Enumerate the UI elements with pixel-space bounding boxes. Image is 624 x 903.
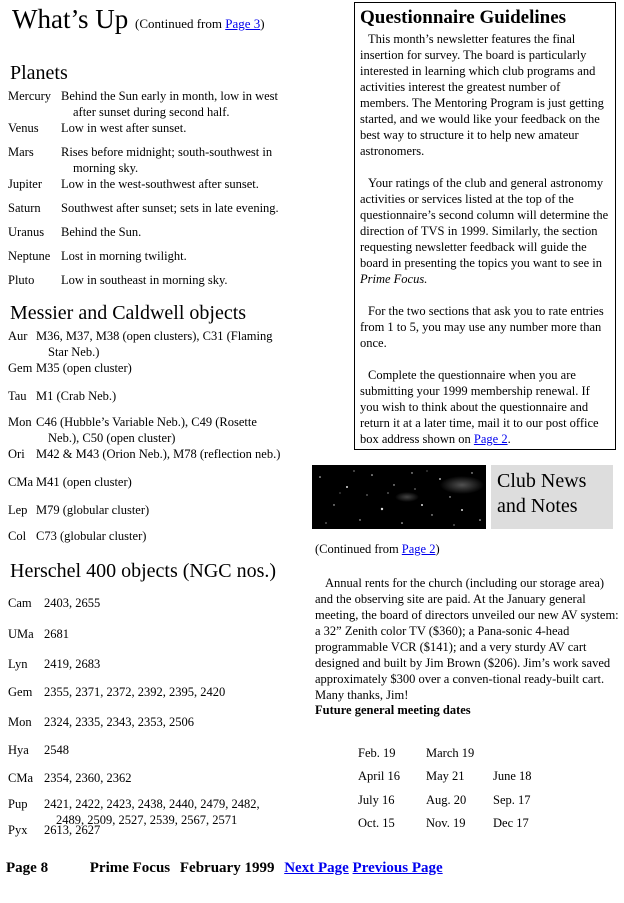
row-value: 2419, 2683	[44, 657, 101, 671]
row-label: Jupiter	[8, 177, 43, 191]
row-label: Hya	[8, 743, 29, 757]
row-value: Lost in morning twilight.	[61, 249, 187, 263]
continued-page-link[interactable]: Page 3	[225, 16, 261, 31]
club-news-heading	[491, 465, 613, 529]
row-label: Cam	[8, 596, 32, 610]
row-label: Saturn	[8, 201, 41, 215]
row-label: Uranus	[8, 225, 45, 239]
questionnaire-paragraph-3: For the two sections that ask you to rate entries from 1 to 5, you may use any number more than once.	[360, 304, 604, 350]
planets-heading: Planets	[10, 62, 68, 84]
row-label: Lep	[8, 503, 28, 517]
row-label: Mon	[8, 415, 32, 429]
questionnaire-paragraph-1: This month’s newsletter features the final insertion for survey. The board is particularly interested in learning which club programs and activities interest the greatest number of members. The Mentoring Program is just getting started, and we would like your feedback on the best way to structure it to help new amateur astronomers.	[360, 32, 604, 158]
row-label: Mon	[8, 715, 32, 729]
row-label: UMa	[8, 627, 34, 641]
row-value: 2489, 2509, 2527, 2539, 2567, 2571	[56, 813, 238, 827]
herschel-heading: Herschel 400 objects (NGC nos.)	[10, 560, 277, 582]
next-page-link[interactable]: Next Page	[284, 860, 349, 876]
row-value: 2324, 2335, 2343, 2353, 2506	[44, 715, 194, 729]
title-text: What’s Up	[12, 4, 129, 34]
row-value: 2354, 2360, 2362	[44, 771, 132, 785]
meeting-date: July 16	[358, 793, 395, 807]
row-value: Low in west after sunset.	[61, 121, 187, 135]
row-value: Behind the Sun early in month, low in west	[61, 89, 278, 103]
club-news-body: Annual rents for the church (including our storage area) and the observing site are paid. At the January general meeting, the board of directors unveiled our new AV system: a 32” Zenith color TV ($360); a Pana-sonic 4-head programmable VCR ($141); and a very sturdy AV cart designed and built by Jim Brown ($206). Jim’s work saved approximately $300 over a conven-tional ready-built cart. Many thanks, Jim!	[315, 576, 619, 702]
page-title	[12, 4, 265, 35]
club-news-line-2: and Notes	[497, 495, 578, 517]
row-value: Low in the west-southwest after sunset.	[61, 177, 259, 191]
continued-note: (Continued from Page 3)	[134, 16, 265, 31]
row-value: Rises before midnight; south-southwest in	[61, 145, 273, 159]
row-label: Neptune	[8, 249, 51, 263]
row-label: Gem	[8, 361, 33, 375]
row-label: Venus	[8, 121, 39, 135]
row-value: Neb.), C50 (open cluster)	[48, 431, 176, 445]
row-value: Behind the Sun.	[61, 225, 142, 239]
row-value: Low in southeast in morning sky.	[61, 273, 228, 287]
row-label: Aur	[8, 329, 28, 343]
starfield-graphic	[312, 465, 486, 529]
row-label: CMa	[8, 475, 33, 489]
questionnaire-box	[354, 2, 616, 450]
meeting-date: Aug. 20	[426, 793, 467, 807]
starfield-image	[312, 465, 486, 529]
meeting-date: April 16	[358, 769, 401, 783]
row-label: Tau	[8, 389, 27, 403]
meeting-date: March 19	[426, 746, 475, 760]
row-value: 2681	[44, 627, 69, 641]
meeting-date: Sep. 17	[493, 793, 531, 807]
row-label: CMa	[8, 771, 33, 785]
row-label: Col	[8, 529, 27, 543]
meeting-date: Oct. 15	[358, 816, 395, 830]
row-value: 2403, 2655	[44, 596, 101, 610]
row-value: 2613, 2627	[44, 823, 101, 837]
row-label: Pyx	[8, 823, 28, 837]
questionnaire-title: Questionnaire Guidelines	[360, 7, 567, 28]
questionnaire-paragraph-2: Your ratings of the club and general astronomy activities or services listed at the top of the questionnaire’s second column will determine the direction of TVS in 1999. Similarly, the section requesting newsletter feedback will guide the board in presenting the topics you want to see in Prime Focus.	[360, 176, 609, 286]
row-value: M42 & M43 (Orion Neb.), M78 (reflection neb.)	[36, 447, 281, 461]
row-value: C46 (Hubble’s Variable Neb.), C49 (Rosette	[36, 415, 257, 429]
meeting-date: Dec 17	[493, 816, 529, 830]
page-2-link[interactable]: Page 2	[473, 432, 508, 446]
club-news-line-1: Club News	[497, 470, 587, 492]
row-label: Pup	[8, 797, 28, 811]
messier-heading: Messier and Caldwell objects	[10, 302, 247, 324]
publication-name: Prime Focus	[89, 860, 171, 876]
row-label: Ori	[8, 447, 25, 461]
issue-date: February 1999	[179, 860, 275, 876]
meeting-date: June 18	[493, 769, 532, 783]
meeting-date: Feb. 19	[358, 746, 396, 760]
row-value: M1 (Crab Neb.)	[36, 389, 117, 403]
page-footer	[6, 860, 443, 877]
row-label: Lyn	[8, 657, 28, 671]
club-news-continued-note: (Continued from Page 2)	[315, 542, 440, 556]
row-value: M79 (globular cluster)	[36, 503, 150, 517]
row-value: 2355, 2371, 2372, 2392, 2395, 2420	[44, 685, 226, 699]
row-label: Mars	[8, 145, 34, 159]
row-label: Gem	[8, 685, 33, 699]
row-value: C73 (globular cluster)	[36, 529, 147, 543]
meeting-dates-heading: Future general meeting dates	[315, 703, 471, 717]
row-value: 2548	[44, 743, 69, 757]
row-value: M41 (open cluster)	[36, 475, 132, 489]
row-label: Pluto	[8, 273, 35, 287]
row-value: 2421, 2422, 2423, 2438, 2440, 2479, 2482,	[44, 797, 260, 811]
meeting-date: May 21	[426, 769, 465, 783]
continued-page-2-link[interactable]: Page 2	[401, 542, 436, 556]
row-value: Southwest after sunset; sets in late evening.	[61, 201, 279, 215]
row-value: after sunset during second half.	[73, 105, 230, 119]
row-value: Star Neb.)	[48, 345, 100, 359]
row-value: M36, M37, M38 (open clusters), C31 (Flaming	[36, 329, 273, 343]
page-number: Page 8	[6, 860, 49, 876]
questionnaire-paragraph-4: Complete the questionnaire when you are submitting your 1999 membership renewal. If you wish to think about the questionnaire and return it at a later time, mail it to our post office box address shown on Page 2.	[360, 368, 599, 446]
row-value: morning sky.	[73, 161, 139, 175]
row-label: Mercury	[8, 89, 52, 103]
previous-page-link[interactable]: Previous Page	[352, 860, 443, 876]
meeting-date: Nov. 19	[426, 816, 466, 830]
row-value: M35 (open cluster)	[36, 361, 132, 375]
